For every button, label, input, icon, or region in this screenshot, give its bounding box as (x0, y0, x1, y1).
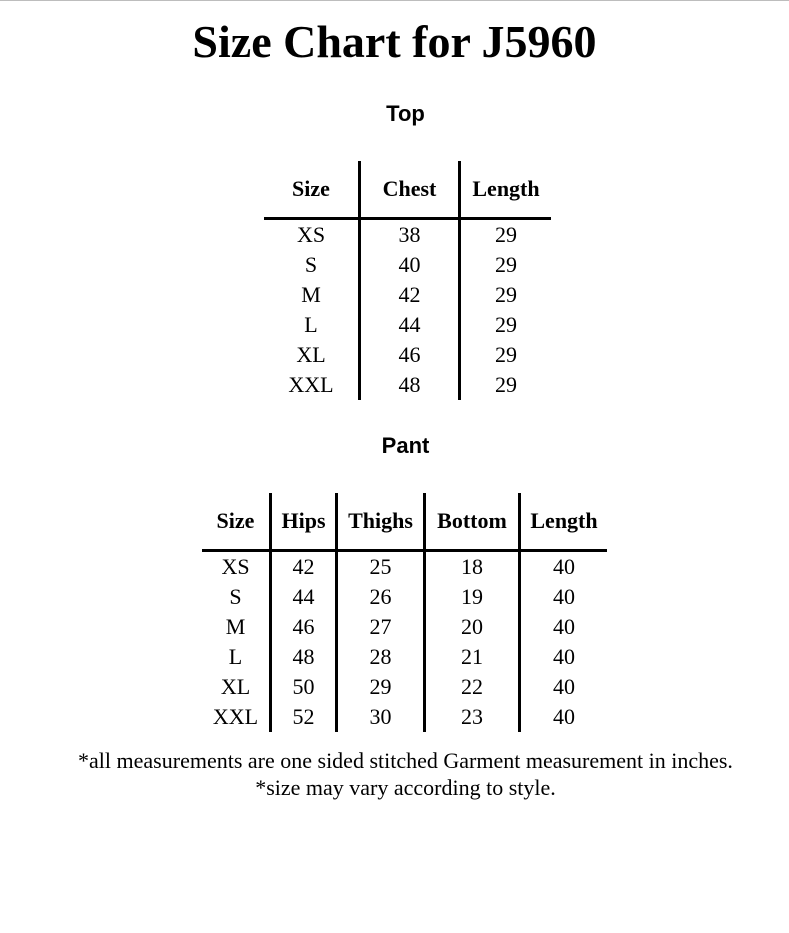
size-cell: XXL (212, 704, 259, 729)
table-row (202, 642, 607, 672)
size-cell: M (301, 282, 321, 307)
column-header-hips: Hips (271, 493, 337, 551)
hips-cell: 50 (271, 672, 337, 702)
table-row (202, 612, 607, 642)
bottom-cell: 20 (425, 612, 520, 642)
column-header-length: Length (520, 493, 608, 551)
length-cell: 29 (460, 280, 552, 310)
size-cell: XXL (288, 372, 334, 397)
thighs-cell: 26 (337, 582, 425, 612)
column-header-thighs: Thighs (337, 493, 425, 551)
table-row (264, 250, 551, 280)
chest-cell: 46 (360, 340, 460, 370)
table-row (264, 219, 551, 251)
size-cell: XL (220, 674, 251, 699)
size-variation-note: *size may vary according to style. (255, 775, 556, 800)
bottom-cell: 22 (425, 672, 520, 702)
length-cell: 29 (460, 310, 552, 340)
bottom-cell: 23 (425, 702, 520, 732)
pant-section-heading: Pant (381, 433, 430, 458)
chest-cell: 42 (360, 280, 460, 310)
length-cell: 40 (520, 642, 608, 672)
length-cell: 40 (520, 672, 608, 702)
table-header-row (264, 161, 551, 219)
size-cell: M (225, 614, 246, 639)
bottom-cell: 18 (425, 551, 520, 583)
table-row (264, 280, 551, 310)
length-cell: 29 (460, 340, 552, 370)
hips-cell: 52 (271, 702, 337, 732)
page-title: Size Chart for J5960 (192, 16, 597, 67)
table-row (202, 551, 607, 583)
table-row (264, 370, 551, 400)
column-header-chest: Chest (360, 161, 460, 219)
chest-cell: 48 (360, 370, 460, 400)
length-cell: 40 (520, 612, 608, 642)
hips-cell: 42 (271, 551, 337, 583)
table-row (264, 340, 551, 370)
chest-cell: 44 (360, 310, 460, 340)
pant-size-table (202, 493, 607, 732)
length-cell: 29 (460, 219, 552, 251)
table-row (202, 702, 607, 732)
column-header-length: Length (460, 161, 552, 219)
length-cell: 40 (520, 551, 608, 583)
size-cell: L (304, 312, 318, 337)
chest-cell: 38 (360, 219, 460, 251)
size-cell: L (228, 644, 243, 669)
length-cell: 40 (520, 702, 608, 732)
column-header-size: Size (264, 161, 360, 219)
hips-cell: 44 (271, 582, 337, 612)
hips-cell: 48 (271, 642, 337, 672)
length-cell: 40 (520, 582, 608, 612)
size-cell: S (304, 252, 318, 277)
length-cell: 29 (460, 250, 552, 280)
bottom-cell: 19 (425, 582, 520, 612)
table-header-row (202, 493, 607, 551)
top-size-table (264, 161, 551, 400)
thighs-cell: 28 (337, 642, 425, 672)
table-row (202, 672, 607, 702)
chest-cell: 40 (360, 250, 460, 280)
thighs-cell: 27 (337, 612, 425, 642)
table-row (202, 582, 607, 612)
hips-cell: 46 (271, 612, 337, 642)
thighs-cell: 25 (337, 551, 425, 583)
bottom-cell: 21 (425, 642, 520, 672)
table-row (264, 310, 551, 340)
column-header-size: Size (202, 493, 271, 551)
size-cell: XS (296, 222, 326, 247)
length-cell: 29 (460, 370, 552, 400)
top-section-heading: Top (386, 101, 425, 126)
column-header-bottom: Bottom (425, 493, 520, 551)
thighs-cell: 30 (337, 702, 425, 732)
size-cell: S (229, 584, 242, 609)
measurement-note: *all measurements are one sided stitched Garment measurement in inches. (78, 748, 733, 773)
thighs-cell: 29 (337, 672, 425, 702)
size-cell: XL (296, 342, 326, 367)
size-cell: XS (221, 554, 250, 579)
